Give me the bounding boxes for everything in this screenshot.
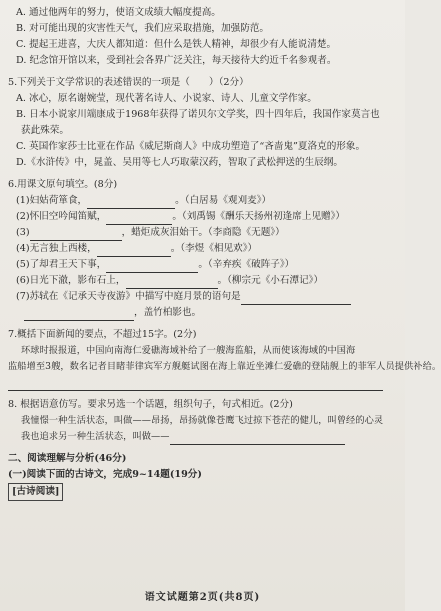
q5-option-a: A. 冰心，原名谢婉莹，现代著名诗人、小说家、诗人、儿童文学作家。 (16, 93, 317, 104)
answer-blank[interactable] (24, 309, 134, 321)
q7-answer (8, 375, 395, 391)
q5-stem: 5.下列关于文学常识的表述错误的一项是（ ）（2分） (8, 77, 249, 88)
q8-stem: 8. 根据语意仿写。要求另选一个话题，组织句子，句式相近。(2分) (8, 399, 293, 410)
section-2-title: 二、阅读理解与分析(46分) (8, 453, 127, 464)
q5-option-b2: 获此殊荣。 (21, 125, 69, 136)
answer-blank[interactable] (8, 379, 383, 391)
q6-item-7: (7)苏轼在《记承天寺夜游》中描写中庭月景的语句是 (8, 289, 395, 305)
q8-prompt: 我也追求另一种生活状态，叫做—— (8, 429, 395, 445)
q4-option-b: B. 对可能出现的灾害性天气，我们应采取措施，加强防范。 (16, 23, 269, 34)
answer-blank[interactable] (97, 245, 171, 257)
q6-item-2: (2)怀旧空吟闻笛赋， 。（刘禹锡《酬乐天扬州初逢席上见赠》） (8, 209, 395, 225)
q6-item-6: (6)日光下澈，影布石上， 。（柳宗元《小石潭记》） (8, 273, 395, 289)
section-2-tag: [古诗阅读] (8, 483, 395, 499)
answer-blank[interactable] (87, 197, 175, 209)
q6-stem: 6.用课文原句填空。(8分) (8, 179, 118, 190)
q5-option-d: D.《水浒传》中，晁盖、吴用等七人巧取蒙汉药，智取了武松押送的生辰纲。 (16, 157, 343, 168)
q5-option-c: C. 英国作家莎士比亚在作品《威尼斯商人》中成功塑造了“吝啬鬼”夏洛克的形象。 (16, 141, 366, 152)
answer-blank[interactable] (30, 229, 122, 241)
q5-option-b1: B. 日本小说家川端康成于1968年获得了诺贝尔文学奖，四十四年后，我国作家莫言也 (16, 109, 380, 120)
q4-option-c: C. 提起王进喜，大庆人都知道：但什么是铁人精神，却很少有人能说清楚。 (16, 39, 337, 50)
section-2-sub: (一)阅读下面的古诗文，完成9~14题(19分) (8, 469, 202, 480)
q4-option-a: A. 通过他两年的努力，使语文成绩大幅度提高。 (16, 7, 221, 18)
q6-item-1: (1)妇姑荷箪食， 。（白居易《观刈麦》） (8, 193, 395, 209)
q6-item-3: (3) ，蜡炬成灰泪始干。（李商隐《无题》） (8, 225, 395, 241)
answer-blank[interactable] (126, 277, 218, 289)
q7-stem: 7.概括下面新闻的要点，不超过15字。(2分) (8, 329, 197, 340)
q7-news-1: 环球时报报道，中国向南海仁爱礁海域补给了一艘海监船，从而使该海域的中国海 (21, 345, 356, 356)
q6-item-4: (4)无言独上西楼， 。（李煜《相见欢》） (8, 241, 395, 257)
q8-example: 我憧憬一种生活状态，叫做——昂扬，昂扬就像苍鹰飞过掠下苍茫的健儿，叫曾经的心灵 (21, 415, 384, 426)
q6-item-5: (5)了却君王天下事， 。（辛弃疾《破阵子》） (8, 257, 395, 273)
q7-news-2: 监船增至3艘，数名记者目睹菲律宾军方舰艇试图在海上靠近坐滩仁爱礁的登陆舰上的菲军人员提供补给。 (8, 361, 441, 372)
q6-item-7b: ，盖竹柏影也。 (8, 305, 395, 321)
answer-blank[interactable] (241, 293, 351, 305)
answer-blank[interactable] (170, 433, 345, 445)
answer-blank[interactable] (106, 261, 198, 273)
q4-option-d: D. 纪念馆开馆以来，受到社会各界广泛关注，每天接待大约近千名参观者。 (16, 55, 337, 66)
page-footer: 语文试题第2页(共8页) (144, 592, 261, 603)
answer-blank[interactable] (106, 213, 172, 225)
